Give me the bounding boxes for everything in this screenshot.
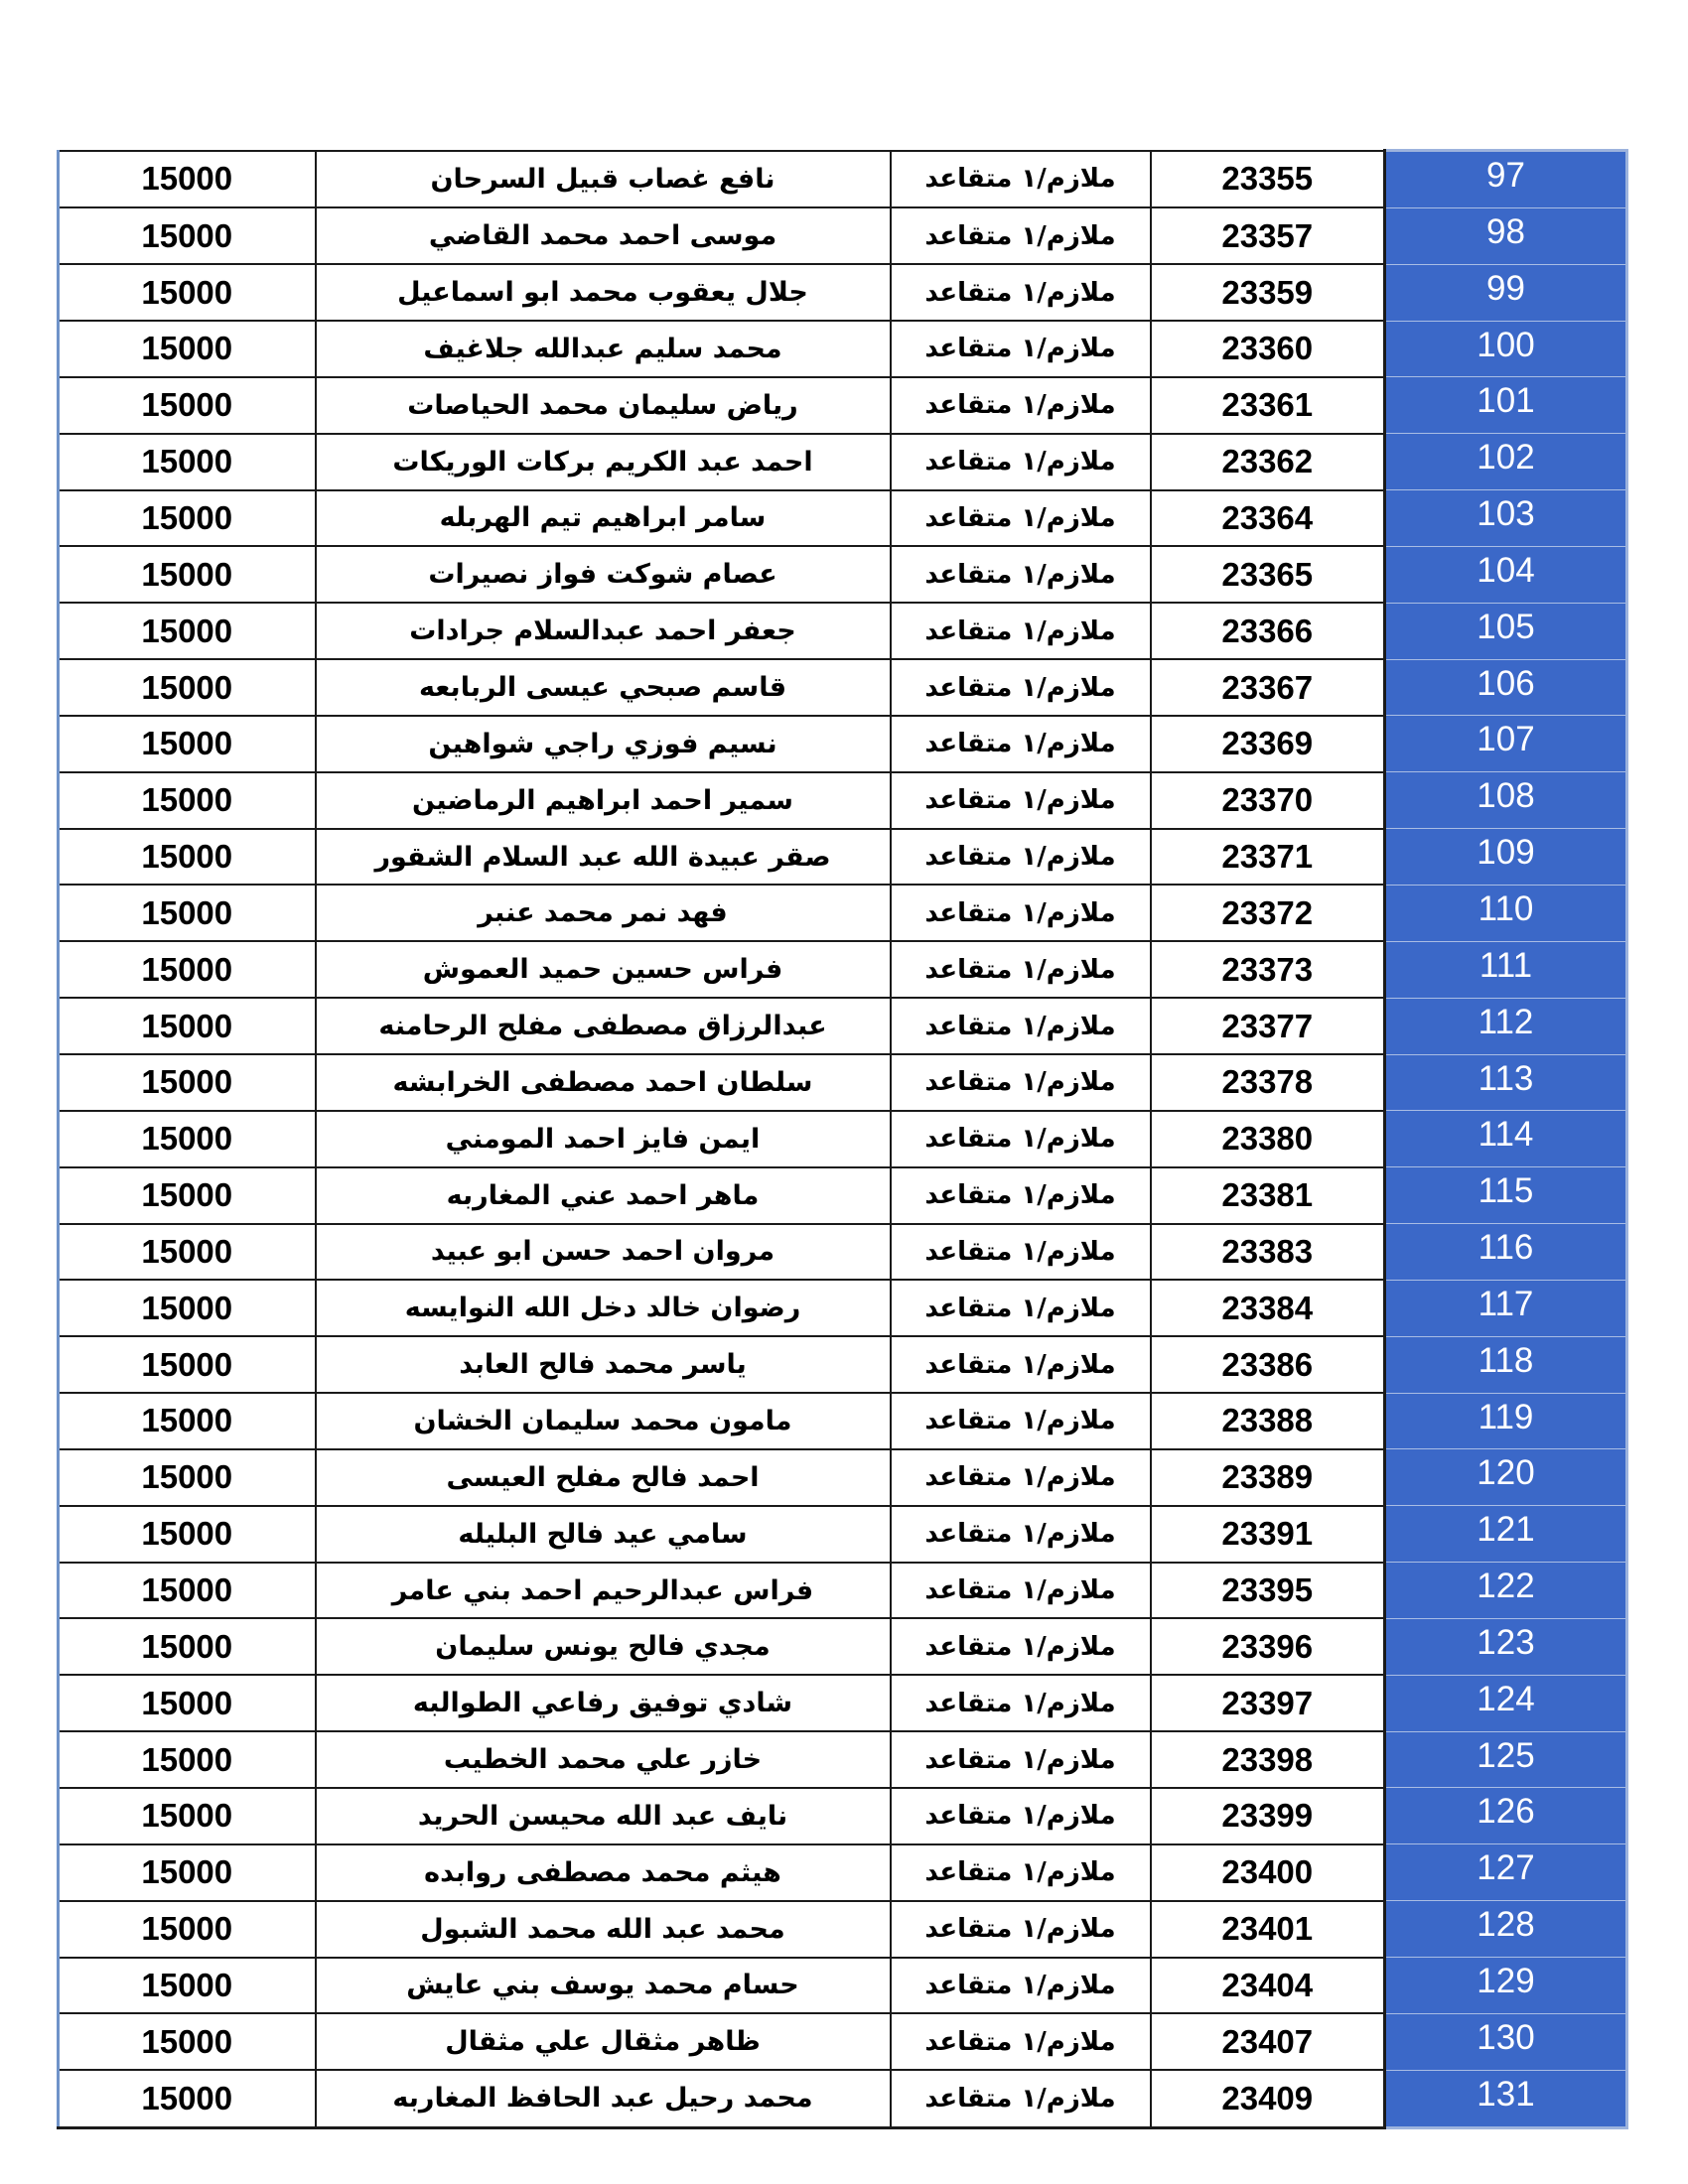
military-number-cell: 23355 [1151,151,1385,208]
name-cell: فراس حسين حميد العموش [316,941,891,998]
rank-cell: ملازم/١ متقاعد [891,207,1151,264]
military-number-cell: 23378 [1151,1054,1385,1111]
military-number-cell: 23391 [1151,1506,1385,1563]
sequence-number-cell: 105 [1385,603,1627,659]
table-row [59,1506,1627,1563]
payment-table-body [59,151,1627,2128]
rank-cell: ملازم/١ متقاعد [891,1280,1151,1336]
table-row [59,1618,1627,1675]
military-number-cell: 23395 [1151,1563,1385,1619]
name-cell: سامر ابراهيم تيم الهربله [316,490,891,547]
name-cell: صقر عبيدة الله عبد السلام الشقور [316,829,891,886]
military-number-cell: 23400 [1151,1844,1385,1901]
table-row [59,1563,1627,1619]
table-row [59,1788,1627,1844]
table-row [59,490,1627,547]
rank-cell: ملازم/١ متقاعد [891,1618,1151,1675]
name-cell: محمد عبد الله محمد الشبول [316,1901,891,1958]
sequence-number-cell: 99 [1385,264,1627,321]
rank-cell: ملازم/١ متقاعد [891,1563,1151,1619]
amount-cell: 15000 [59,1958,316,2014]
name-cell: قاسم صبحي عيسى الربابعه [316,659,891,716]
name-cell: جعفر احمد عبدالسلام جرادات [316,603,891,659]
military-number-cell: 23371 [1151,829,1385,886]
rank-cell: ملازم/١ متقاعد [891,1336,1151,1393]
table-row [59,1336,1627,1393]
rank-cell: ملازم/١ متقاعد [891,2070,1151,2127]
name-cell: محمد رحيل عبد الحافظ المغاربه [316,2070,891,2127]
sequence-number-cell: 112 [1385,998,1627,1054]
name-cell: ايمن فايز احمد المومني [316,1111,891,1167]
sequence-number-cell: 110 [1385,885,1627,941]
rank-cell: ملازم/١ متقاعد [891,998,1151,1054]
military-number-cell: 23372 [1151,885,1385,941]
military-number-cell: 23360 [1151,321,1385,377]
sequence-number-cell: 109 [1385,829,1627,886]
name-cell: سلطان احمد مصطفى الخرابشه [316,1054,891,1111]
amount-cell: 15000 [59,264,316,321]
sequence-number-cell: 129 [1385,1958,1627,2014]
sequence-number-cell: 122 [1385,1563,1627,1619]
sequence-number-cell: 97 [1385,151,1627,208]
amount-cell: 15000 [59,1788,316,1844]
amount-cell: 15000 [59,207,316,264]
table-row [59,1844,1627,1901]
name-cell: مروان احمد حسن ابو عبيد [316,1224,891,1281]
table-row [59,1731,1627,1788]
table-row [59,885,1627,941]
sequence-number-cell: 100 [1385,321,1627,377]
table-row [59,1280,1627,1336]
amount-cell: 15000 [59,1901,316,1958]
name-cell: خازر علي محمد الخطيب [316,1731,891,1788]
military-number-cell: 23388 [1151,1393,1385,1449]
name-cell: نسيم فوزي راجي شواهين [316,716,891,772]
amount-cell: 15000 [59,941,316,998]
rank-cell: ملازم/١ متقاعد [891,151,1151,208]
rank-cell: ملازم/١ متقاعد [891,1675,1151,1731]
name-cell: ياسر محمد فالح العابد [316,1336,891,1393]
name-cell: سامي عيد فالح البليله [316,1506,891,1563]
amount-cell: 15000 [59,998,316,1054]
table-row [59,1054,1627,1111]
sequence-number-cell: 130 [1385,2013,1627,2070]
military-number-cell: 23384 [1151,1280,1385,1336]
rank-cell: ملازم/١ متقاعد [891,1731,1151,1788]
sequence-number-cell: 119 [1385,1393,1627,1449]
amount-cell: 15000 [59,2070,316,2127]
name-cell: رضوان خالد دخل الله النوايسه [316,1280,891,1336]
sequence-number-cell: 102 [1385,434,1627,490]
table-row [59,1167,1627,1224]
name-cell: عبدالرزاق مصطفى مفلح الرحامنه [316,998,891,1054]
military-number-cell: 23370 [1151,772,1385,829]
military-number-cell: 23366 [1151,603,1385,659]
amount-cell: 15000 [59,1731,316,1788]
table-row [59,1393,1627,1449]
amount-cell: 15000 [59,1563,316,1619]
rank-cell: ملازم/١ متقاعد [891,321,1151,377]
military-number-cell: 23380 [1151,1111,1385,1167]
rank-cell: ملازم/١ متقاعد [891,772,1151,829]
rank-cell: ملازم/١ متقاعد [891,885,1151,941]
military-number-cell: 23373 [1151,941,1385,998]
amount-cell: 15000 [59,603,316,659]
rank-cell: ملازم/١ متقاعد [891,659,1151,716]
sequence-number-cell: 123 [1385,1618,1627,1675]
amount-cell: 15000 [59,1111,316,1167]
amount-cell: 15000 [59,1675,316,1731]
rank-cell: ملازم/١ متقاعد [891,1958,1151,2014]
rank-cell: ملازم/١ متقاعد [891,829,1151,886]
table-row [59,998,1627,1054]
sequence-number-cell: 101 [1385,377,1627,434]
name-cell: مجدي فالح يونس سليمان [316,1618,891,1675]
amount-cell: 15000 [59,885,316,941]
table-row [59,546,1627,603]
name-cell: محمد سليم عبدالله جلاغيف [316,321,891,377]
amount-cell: 15000 [59,716,316,772]
table-row [59,941,1627,998]
table-row [59,151,1627,208]
military-number-cell: 23398 [1151,1731,1385,1788]
rank-cell: ملازم/١ متقاعد [891,264,1151,321]
sequence-number-cell: 125 [1385,1731,1627,1788]
name-cell: شادي توفيق رفاعي الطوالبه [316,1675,891,1731]
sequence-number-cell: 107 [1385,716,1627,772]
military-number-cell: 23364 [1151,490,1385,547]
name-cell: حسام محمد يوسف بني عايش [316,1958,891,2014]
rank-cell: ملازم/١ متقاعد [891,490,1151,547]
table-row [59,603,1627,659]
name-cell: موسى احمد محمد القاضي [316,207,891,264]
military-number-cell: 23365 [1151,546,1385,603]
sequence-number-cell: 124 [1385,1675,1627,1731]
sequence-number-cell: 121 [1385,1506,1627,1563]
rank-cell: ملازم/١ متقاعد [891,716,1151,772]
military-number-cell: 23407 [1151,2013,1385,2070]
name-cell: نايف عبد الله محيسن الحريد [316,1788,891,1844]
table-row [59,434,1627,490]
military-number-cell: 23401 [1151,1901,1385,1958]
amount-cell: 15000 [59,1224,316,1281]
table-row [59,1901,1627,1958]
sequence-number-cell: 114 [1385,1111,1627,1167]
military-number-cell: 23389 [1151,1449,1385,1506]
rank-cell: ملازم/١ متقاعد [891,1506,1151,1563]
military-number-cell: 23383 [1151,1224,1385,1281]
rank-cell: ملازم/١ متقاعد [891,2013,1151,2070]
military-number-cell: 23399 [1151,1788,1385,1844]
amount-cell: 15000 [59,2013,316,2070]
rank-cell: ملازم/١ متقاعد [891,1901,1151,1958]
rank-cell: ملازم/١ متقاعد [891,1449,1151,1506]
amount-cell: 15000 [59,151,316,208]
military-number-cell: 23404 [1151,1958,1385,2014]
table-row [59,829,1627,886]
table-row [59,716,1627,772]
military-number-cell: 23381 [1151,1167,1385,1224]
amount-cell: 15000 [59,1618,316,1675]
name-cell: فراس عبدالرحيم احمد بني عامر [316,1563,891,1619]
sequence-number-cell: 117 [1385,1280,1627,1336]
rank-cell: ملازم/١ متقاعد [891,1844,1151,1901]
sequence-number-cell: 131 [1385,2070,1627,2127]
amount-cell: 15000 [59,1844,316,1901]
amount-cell: 15000 [59,829,316,886]
military-number-cell: 23377 [1151,998,1385,1054]
sequence-number-cell: 115 [1385,1167,1627,1224]
amount-cell: 15000 [59,1393,316,1449]
payment-table [57,149,1628,2129]
amount-cell: 15000 [59,490,316,547]
military-number-cell: 23357 [1151,207,1385,264]
name-cell: احمد عبد الكريم بركات الوريكات [316,434,891,490]
sequence-number-cell: 113 [1385,1054,1627,1111]
table-row [59,1958,1627,2014]
name-cell: سمير احمد ابراهيم الرماضين [316,772,891,829]
amount-cell: 15000 [59,1167,316,1224]
sequence-number-cell: 106 [1385,659,1627,716]
table-row [59,2070,1627,2127]
amount-cell: 15000 [59,434,316,490]
sequence-number-cell: 128 [1385,1901,1627,1958]
rank-cell: ملازم/١ متقاعد [891,941,1151,998]
rank-cell: ملازم/١ متقاعد [891,1393,1151,1449]
name-cell: عصام شوكت فواز نصيرات [316,546,891,603]
military-number-cell: 23409 [1151,2070,1385,2127]
amount-cell: 15000 [59,1449,316,1506]
sequence-number-cell: 127 [1385,1844,1627,1901]
table-row [59,1449,1627,1506]
amount-cell: 15000 [59,1336,316,1393]
amount-cell: 15000 [59,546,316,603]
military-number-cell: 23362 [1151,434,1385,490]
sequence-number-cell: 111 [1385,941,1627,998]
rank-cell: ملازم/١ متقاعد [891,434,1151,490]
table-row [59,2013,1627,2070]
name-cell: جلال يعقوب محمد ابو اسماعيل [316,264,891,321]
table-row [59,1224,1627,1281]
sequence-number-cell: 104 [1385,546,1627,603]
rank-cell: ملازم/١ متقاعد [891,377,1151,434]
sequence-number-cell: 118 [1385,1336,1627,1393]
amount-cell: 15000 [59,772,316,829]
rank-cell: ملازم/١ متقاعد [891,1054,1151,1111]
sequence-number-cell: 108 [1385,772,1627,829]
table-row [59,264,1627,321]
name-cell: فهد نمر محمد عنبر [316,885,891,941]
military-number-cell: 23359 [1151,264,1385,321]
amount-cell: 15000 [59,659,316,716]
sequence-number-cell: 116 [1385,1224,1627,1281]
sequence-number-cell: 98 [1385,207,1627,264]
name-cell: ظاهر مثقال علي مثقال [316,2013,891,2070]
table-row [59,659,1627,716]
table-row [59,321,1627,377]
rank-cell: ملازم/١ متقاعد [891,1788,1151,1844]
amount-cell: 15000 [59,1054,316,1111]
amount-cell: 15000 [59,1506,316,1563]
rank-cell: ملازم/١ متقاعد [891,1167,1151,1224]
military-number-cell: 23397 [1151,1675,1385,1731]
rank-cell: ملازم/١ متقاعد [891,1224,1151,1281]
military-number-cell: 23367 [1151,659,1385,716]
rank-cell: ملازم/١ متقاعد [891,603,1151,659]
name-cell: نافع غصاب قبيل السرحان [316,151,891,208]
sequence-number-cell: 103 [1385,490,1627,547]
rank-cell: ملازم/١ متقاعد [891,546,1151,603]
rank-cell: ملازم/١ متقاعد [891,1111,1151,1167]
amount-cell: 15000 [59,377,316,434]
name-cell: رياض سليمان محمد الحياصات [316,377,891,434]
table-row [59,772,1627,829]
table-row [59,1111,1627,1167]
amount-cell: 15000 [59,321,316,377]
military-number-cell: 23396 [1151,1618,1385,1675]
name-cell: ماهر احمد عني المغاربه [316,1167,891,1224]
table-row [59,377,1627,434]
military-number-cell: 23361 [1151,377,1385,434]
military-number-cell: 23386 [1151,1336,1385,1393]
name-cell: احمد فالح مفلح العيسى [316,1449,891,1506]
table-row [59,1675,1627,1731]
sequence-number-cell: 120 [1385,1449,1627,1506]
name-cell: هيثم محمد مصطفى روابده [316,1844,891,1901]
military-number-cell: 23369 [1151,716,1385,772]
amount-cell: 15000 [59,1280,316,1336]
sequence-number-cell: 126 [1385,1788,1627,1844]
table-row [59,207,1627,264]
name-cell: مامون محمد سليمان الخشان [316,1393,891,1449]
